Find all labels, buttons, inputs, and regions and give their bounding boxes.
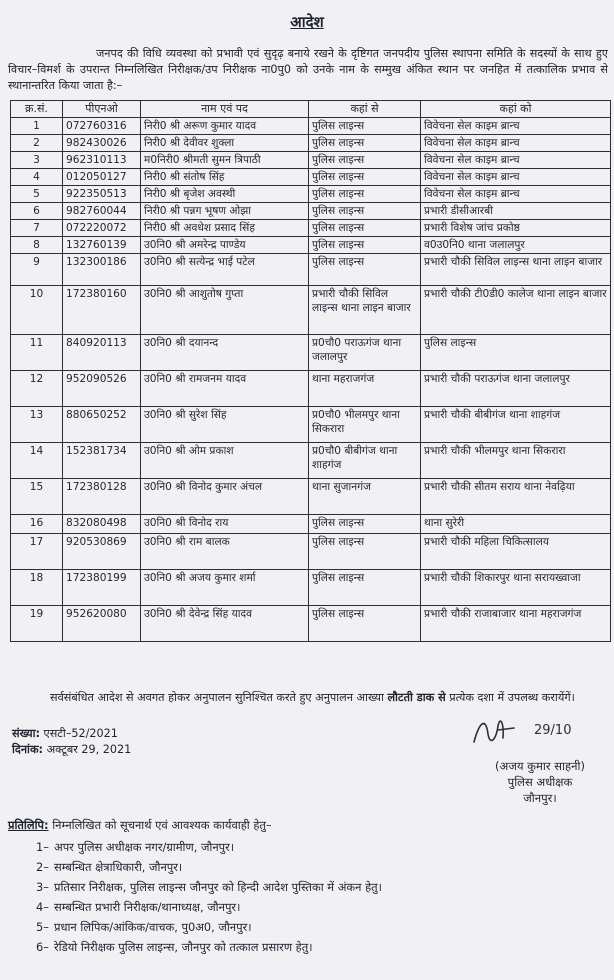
cell-to: प्रभारी चौकी महिला चिकित्सालय <box>421 534 611 570</box>
cell-from: पुलिस लाइन्स <box>309 135 421 152</box>
order-number <box>12 726 118 741</box>
copy-lead-text: निम्नलिखित को सूचनार्थ एवं आवश्यक कार्यवाही हेतु– <box>52 818 272 832</box>
cell-serial: 7 <box>11 220 63 237</box>
transfer-table <box>10 100 611 642</box>
list-item <box>36 837 608 857</box>
table-row <box>11 371 611 407</box>
list-item-text: सम्बन्धित प्रभारी निरीक्षक/थानाध्यक्ष, जौनपुर। <box>54 900 241 914</box>
cell-name: म0निरी0 श्रीमती सुमन त्रिपाठी <box>141 152 309 169</box>
list-item-text: प्रतिसार निरीक्षक, पुलिस लाइन्स जौनपुर को हिन्दी आदेश पुस्तिका में अंकन हेतु। <box>54 880 382 894</box>
cell-pno: 952620080 <box>63 606 141 642</box>
cell-pno: 962310113 <box>63 152 141 169</box>
cell-serial: 6 <box>11 203 63 220</box>
cell-pno: 132300186 <box>63 254 141 286</box>
table-row <box>11 335 611 371</box>
table-row <box>11 169 611 186</box>
list-item <box>36 937 608 957</box>
cell-to: थाना सुरेरी <box>421 515 611 534</box>
cell-name: उ0नि0 श्री दयानन्द <box>141 335 309 371</box>
cell-name: उ0नि0 श्री सत्येन्द्र भाई पटेल <box>141 254 309 286</box>
copy-lead <box>8 815 608 835</box>
cell-serial: 9 <box>11 254 63 286</box>
signature-date: 29/10 <box>534 723 572 738</box>
cell-serial: 3 <box>11 152 63 169</box>
order-date-label: दिनांक: <box>12 743 44 756</box>
table-row <box>11 186 611 203</box>
order-date <box>12 742 131 757</box>
cell-serial: 17 <box>11 534 63 570</box>
cell-serial: 12 <box>11 371 63 407</box>
cell-serial: 18 <box>11 570 63 606</box>
handwritten-signature <box>470 712 600 752</box>
header-serial: क्र.सं. <box>11 101 63 118</box>
table-row <box>11 237 611 254</box>
cell-serial: 5 <box>11 186 63 203</box>
list-item-number: 6– <box>36 940 49 954</box>
cell-from: पुलिस लाइन्स <box>309 169 421 186</box>
order-number-label: संख्या: <box>12 727 40 740</box>
cell-from: पुलिस लाइन्स <box>309 186 421 203</box>
cell-serial: 11 <box>11 335 63 371</box>
document-title: आदेश <box>290 13 324 31</box>
cell-from: पुलिस लाइन्स <box>309 220 421 237</box>
cell-name: निरी0 श्री पन्नग भूषण ओझा <box>141 203 309 220</box>
cell-name: उ0नि0 श्री अमरेन्द्र पाण्डेय <box>141 237 309 254</box>
list-item-number: 4– <box>36 900 49 914</box>
cell-from: पुलिस लाइन्स <box>309 152 421 169</box>
cell-name: उ0नि0 श्री आशुतोष गुप्ता <box>141 286 309 335</box>
list-item <box>36 917 608 937</box>
cell-pno: 152381734 <box>63 443 141 479</box>
cell-from: पुलिस लाइन्स <box>309 203 421 220</box>
compliance-text-end: प्रत्येक दशा में उपलब्ध करायेंगें। <box>449 691 575 704</box>
cell-to: विवेचना सेल काइम ब्रान्च <box>421 169 611 186</box>
cell-from: प्र0चौ0 बीबीगंज थाना शाहगंज <box>309 443 421 479</box>
cell-name: उ0नि0 श्री अजय कुमार शर्मा <box>141 570 309 606</box>
table-row <box>11 152 611 169</box>
cell-to: विवेचना सेल काइम ब्रान्च <box>421 152 611 169</box>
list-item <box>36 897 608 917</box>
table-row <box>11 254 611 286</box>
cell-name: निरी0 श्री संतोष सिंह <box>141 169 309 186</box>
list-item-text: अपर पुलिस अधीक्षक नगर/ग्रामीण, जौनपुर। <box>54 840 235 854</box>
table-row <box>11 118 611 135</box>
cell-serial: 13 <box>11 407 63 443</box>
cell-from: प्रभारी चौकी सिविल लाइन्स थाना लाइन बाजार <box>309 286 421 335</box>
cell-to: प्रभारी चौकी बीबीगंज थाना शाहगंज <box>421 407 611 443</box>
compliance-text-start: सर्वसंबंधित आदेश से अवगत होकर अनुपालन सुनिश्चित करते हुए अनुपालन आख्या <box>50 691 384 704</box>
cell-pno: 880650252 <box>63 407 141 443</box>
table-row <box>11 135 611 152</box>
cell-to: प्रभारी चौकी सीतम सराय थाना नेवढ़िया <box>421 479 611 515</box>
order-number-value: एसटी–52/2021 <box>43 727 118 740</box>
cell-pno: 072220072 <box>63 220 141 237</box>
cell-from: प्र0चौ0 भीलमपुर थाना सिकरारा <box>309 407 421 443</box>
cell-serial: 14 <box>11 443 63 479</box>
header-name: नाम एवं पद <box>141 101 309 118</box>
cell-to: विवेचना सेल काइम ब्रान्च <box>421 118 611 135</box>
cell-serial: 16 <box>11 515 63 534</box>
cell-from: पुलिस लाइन्स <box>309 570 421 606</box>
cell-name: उ0नि0 श्री सुरेश सिंह <box>141 407 309 443</box>
header-pno: पीएनओ <box>63 101 141 118</box>
table-header-row <box>11 101 611 118</box>
copy-recipients-list <box>8 837 608 957</box>
header-to: कहां को <box>421 101 611 118</box>
signatory-block <box>470 758 610 806</box>
list-item-text: सम्बन्धित क्षेत्राधिकारी, जौनपुर। <box>54 860 183 874</box>
cell-to: प्रभारी विशेष जांच प्रकोष्ठ <box>421 220 611 237</box>
cell-to: प्रभारी डीसीआरबी <box>421 203 611 220</box>
cell-pno: 840920113 <box>63 335 141 371</box>
list-item <box>36 857 608 877</box>
signatory-name: (अजय कुमार साहनी) <box>495 759 585 773</box>
cell-name: निरी0 श्री अरूण कुमार यादव <box>141 118 309 135</box>
cell-pno: 982760044 <box>63 203 141 220</box>
cell-name: उ0नि0 श्री विनोद कुमार अंचल <box>141 479 309 515</box>
cell-to: विवेचना सेल काइम ब्रान्च <box>421 186 611 203</box>
cell-from: पुलिस लाइन्स <box>309 254 421 286</box>
cell-from: प्र0चौ0 पराऊगंज थाना जलालपुर <box>309 335 421 371</box>
cell-name: उ0नि0 श्री राम बालक <box>141 534 309 570</box>
cell-from: पुलिस लाइन्स <box>309 237 421 254</box>
signatory-designation: पुलिस अधीक्षक <box>507 775 573 789</box>
list-item-number: 2– <box>36 860 49 874</box>
cell-name: उ0नि0 श्री रामजनम यादव <box>141 371 309 407</box>
table-body <box>11 118 611 642</box>
cell-to: प्रभारी चौकी सिविल लाइन्स थाना लाइन बाजार <box>421 254 611 286</box>
cell-name: उ0नि0 श्री विनोद राय <box>141 515 309 534</box>
table-row <box>11 479 611 515</box>
cell-pno: 982430026 <box>63 135 141 152</box>
compliance-paragraph <box>8 690 612 706</box>
cell-from: पुलिस लाइन्स <box>309 606 421 642</box>
cell-to: प्रभारी चौकी भीलमपुर थाना सिकरारा <box>421 443 611 479</box>
cell-serial: 8 <box>11 237 63 254</box>
cell-to: विवेचना सेल काइम ब्रान्च <box>421 135 611 152</box>
table-row <box>11 286 611 335</box>
cell-from: थाना सुजानगंज <box>309 479 421 515</box>
cell-pno: 922350513 <box>63 186 141 203</box>
table-row <box>11 203 611 220</box>
table-row <box>11 220 611 237</box>
cell-name: निरी0 श्री अवधेश प्रसाद सिंह <box>141 220 309 237</box>
cell-to: प्रभारी चौकी पराऊगंज थाना जलालपुर <box>421 371 611 407</box>
cell-name: उ0नि0 श्री देवेन्द्र सिंह यादव <box>141 606 309 642</box>
cell-serial: 10 <box>11 286 63 335</box>
cell-to: व0उ0नि0 थाना जलालपुर <box>421 237 611 254</box>
copy-label: प्रतिलिपि: <box>8 818 49 832</box>
cell-serial: 2 <box>11 135 63 152</box>
cell-to: प्रभारी चौकी टी0डी0 कालेज थाना लाइन बाजार <box>421 286 611 335</box>
cell-from: पुलिस लाइन्स <box>309 118 421 135</box>
table-row <box>11 443 611 479</box>
cell-serial: 15 <box>11 479 63 515</box>
list-item-number: 5– <box>36 920 49 934</box>
cell-pno: 952090526 <box>63 371 141 407</box>
table-row <box>11 407 611 443</box>
cell-from: पुलिस लाइन्स <box>309 534 421 570</box>
cell-to: प्रभारी चौकी शिकारपुर थाना सरायख्वाजा <box>421 570 611 606</box>
cell-pno: 172380199 <box>63 570 141 606</box>
cell-to: पुलिस लाइन्स <box>421 335 611 371</box>
list-item-number: 3– <box>36 880 49 894</box>
table-row <box>11 606 611 642</box>
table-row <box>11 534 611 570</box>
list-item <box>36 877 608 897</box>
cell-name: निरी0 श्री देवीवर शुक्ला <box>141 135 309 152</box>
cell-serial: 1 <box>11 118 63 135</box>
cell-pno: 832080498 <box>63 515 141 534</box>
copy-section <box>8 815 608 957</box>
cell-serial: 19 <box>11 606 63 642</box>
cell-name: उ0नि0 श्री ओम प्रकाश <box>141 443 309 479</box>
cell-pno: 920530869 <box>63 534 141 570</box>
signatory-place: जौनपुर। <box>523 791 557 805</box>
list-item-text: प्रधान लिपिक/आंकिक/वाचक, पु0अ0, जौनपुर। <box>54 920 252 934</box>
list-item-text: रेडियो निरीक्षक पुलिस लाइन्स, जौनपुर को तत्काल प्रसारण हेतु। <box>54 940 313 954</box>
cell-from: पुलिस लाइन्स <box>309 515 421 534</box>
cell-from: थाना महराजगंज <box>309 371 421 407</box>
cell-pno: 172380128 <box>63 479 141 515</box>
compliance-text-bold: लौटती डाक से <box>387 691 446 704</box>
cell-pno: 172380160 <box>63 286 141 335</box>
cell-serial: 4 <box>11 169 63 186</box>
cell-pno: 132760139 <box>63 237 141 254</box>
list-item-number: 1– <box>36 840 49 854</box>
cell-to: प्रभारी चौकी राजाबाजार थाना महराजगंज <box>421 606 611 642</box>
table-row <box>11 570 611 606</box>
cell-name: निरी0 श्री बृजेश अवस्थी <box>141 186 309 203</box>
cell-pno: 012050127 <box>63 169 141 186</box>
order-date-value: अक्टूबर 29, 2021 <box>46 743 132 756</box>
intro-paragraph: जनपद की विधि व्यवस्था को प्रभावी एवं सुदृढ़ बनाये रखने के दृष्टिगत जनपदीय पुलिस स्थापना समिति के सदस्यों के साथ हुए विचार–विमर्श के उपरान्त निम्नलिखित निरीक्षक/उप निरीक्षक ना0पु0 को उनके नाम के सम्मुख अंकित स्थान पर जनहित में तत्कालिक प्रभाव से स्थानान्तरित किया जाता है:– <box>8 47 608 92</box>
table-row <box>11 515 611 534</box>
header-from: कहां से <box>309 101 421 118</box>
cell-pno: 072760316 <box>63 118 141 135</box>
